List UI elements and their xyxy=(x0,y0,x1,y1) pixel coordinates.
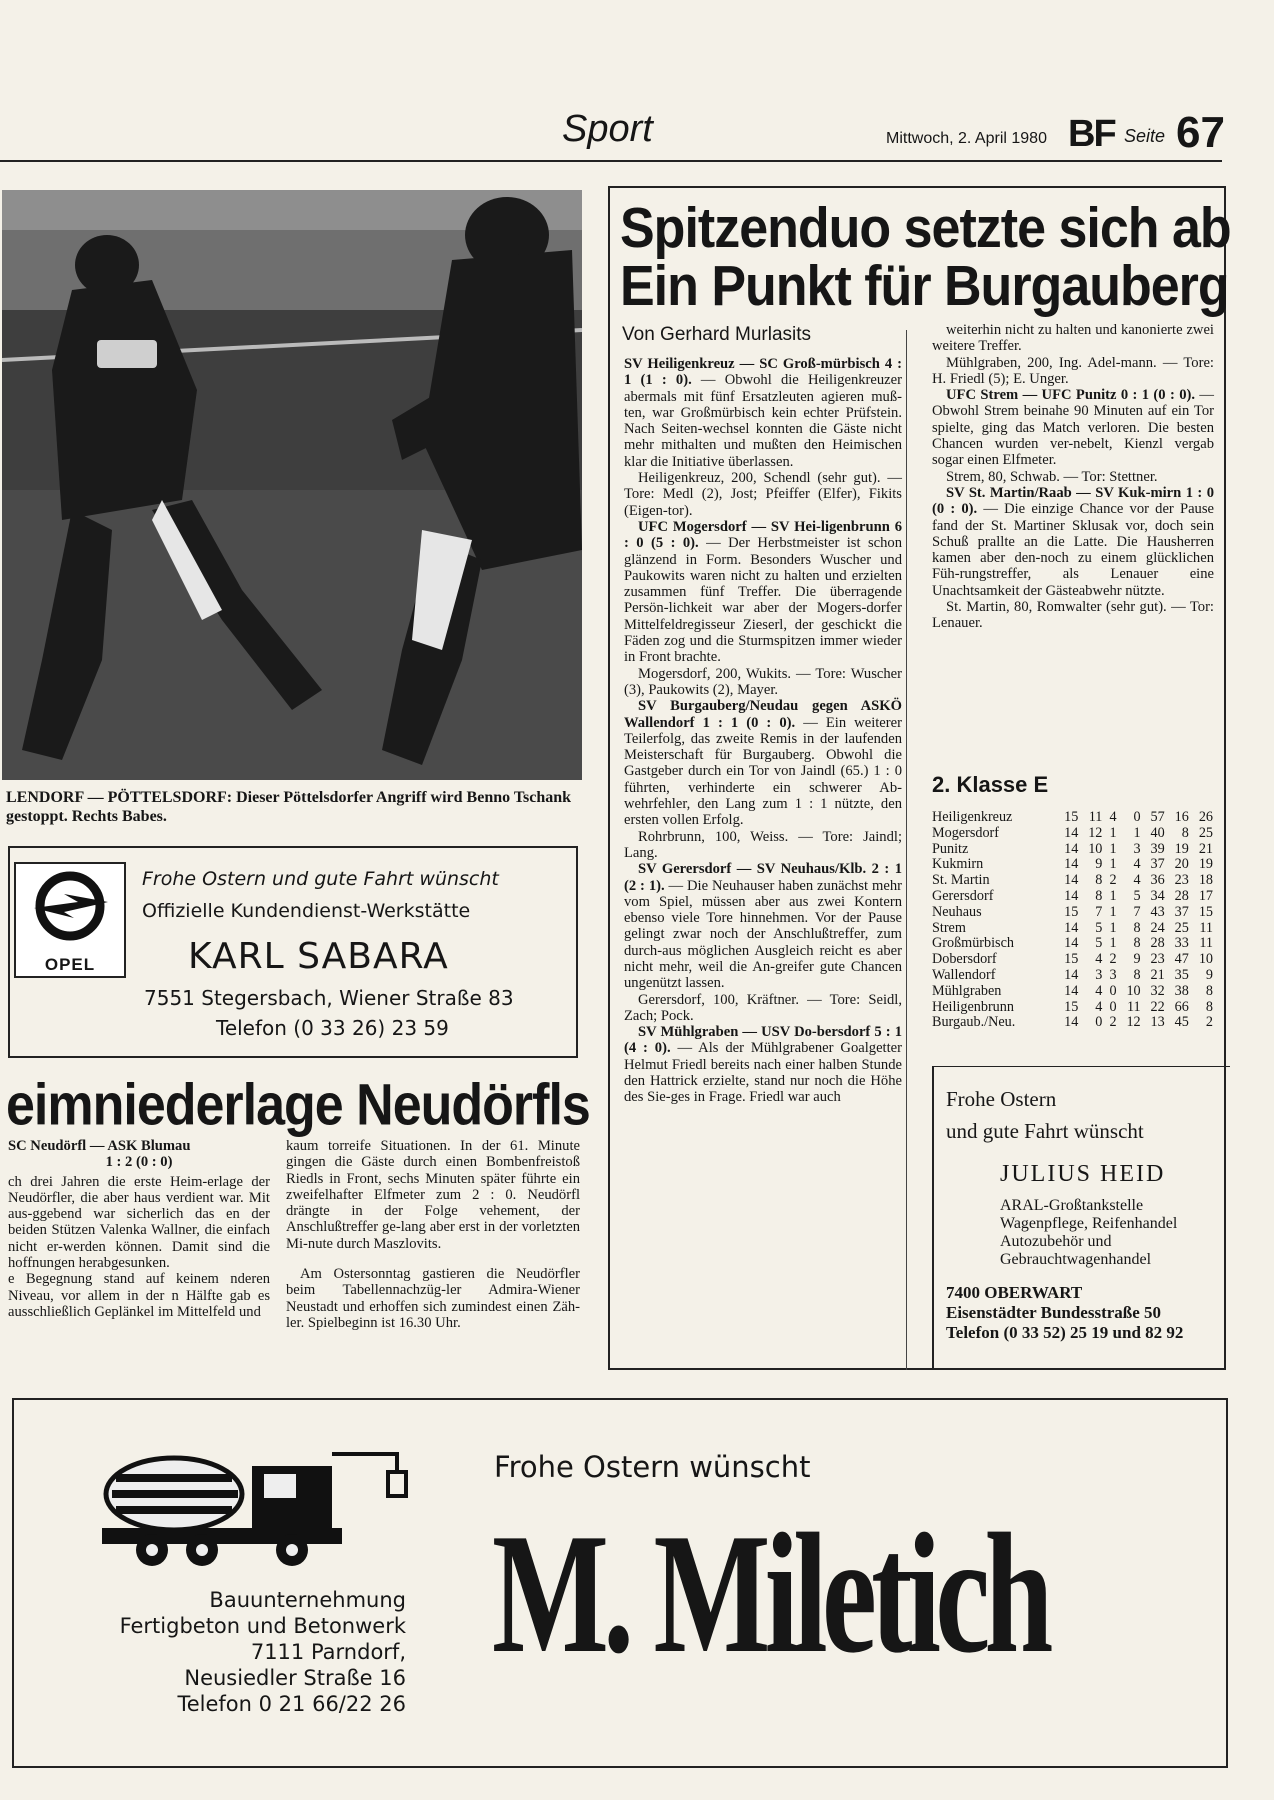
team-stat: 8 xyxy=(1133,919,1141,936)
team-name: Wallendorf xyxy=(932,966,996,983)
page-number: 67 xyxy=(1176,108,1225,157)
standings-row xyxy=(932,1015,1216,1031)
neudoerfl-match-score: 1 : 2 (0 : 0) xyxy=(105,1154,173,1171)
paragraph-text: — Obwohl die Heiligenkreuzer abermals mit fünf Ersatzleuten agieren muß-ten, war Großmürbisch kein echter Prüfstein. Nach Seiten-wechsel konnten die Gäste nicht mehr mithalten und mußten den Heimischen klar die Initiative überlassen. xyxy=(624,372,902,470)
opel-address: 7551 Stegersbach, Wiener Straße 83 xyxy=(144,986,514,1010)
team-stat: 11 xyxy=(1199,919,1213,936)
team-stat: 7 xyxy=(1133,903,1141,920)
main-col2-paragraph xyxy=(932,469,1214,485)
opel-emblem-icon xyxy=(16,864,124,950)
heid-desc-2: Wagenpflege, Reifenhandel xyxy=(1000,1215,1178,1232)
team-name: Heiligenbrunn xyxy=(932,998,1014,1015)
neudoerfl-paragraph-2: e Begegnung stand auf keinem nderen Niveau, vor allem in der n Hälfte gab es ausschließlich Geplänkel im Mittelfeld und xyxy=(8,1271,270,1320)
team-stat: 25 xyxy=(1174,919,1189,936)
main-col2-paragraph xyxy=(932,485,1214,599)
football-photo xyxy=(2,190,582,780)
paragraph-text: Heiligenkreuz, 200, Schendl (sehr gut). — Tore: Medl (2), Jost; Pfeiffer (Elfer), Fikits (Eigen-tor). xyxy=(624,470,902,519)
team-stat: 11 xyxy=(1199,935,1213,952)
paragraph-text: Mogersdorf, 200, Wukits. — Tore: Wuscher (3), Paukowits (2), Mayer. xyxy=(624,665,902,698)
team-stat: 33 xyxy=(1174,935,1189,952)
team-stat: 12 xyxy=(1126,1014,1141,1031)
team-stat: 16 xyxy=(1174,809,1189,825)
team-stat: 25 xyxy=(1198,824,1213,841)
paragraph-text: St. Martin, 80, Romwalter (sehr gut). — Tor: Lenauer. xyxy=(932,599,1214,632)
standings-row xyxy=(932,826,1216,842)
opel-phone: Telefon (0 33 26) 23 59 xyxy=(216,1016,449,1040)
team-name: Dobersdorf xyxy=(932,951,997,968)
paragraph-text: — Ein weiterer Teilerfolg, das zweite Remis in der laufenden Meisterschaft für Burgauberg. Obwohl die Gastgeber durch ein Tor von Jaindl (65.) 1 : 0 führten, verhinderte ein schwerer Ab-wehrfehler, den Lang zum 1 : 1 nützte, den ersten vollen Erfolg. xyxy=(624,714,902,829)
standings-title: 2. Klasse E xyxy=(932,772,1049,797)
team-stat: 22 xyxy=(1150,998,1165,1015)
standings-row xyxy=(932,810,1216,826)
team-stat: 38 xyxy=(1174,982,1189,999)
team-stat: 0 xyxy=(1109,998,1117,1015)
team-stat: 39 xyxy=(1150,840,1165,857)
paragraph-text: — Die Neuhauser haben zunächst mehr vom Spiel, müssen aber aus zwei Kontern ebenso viele Tore hinnehmen. Vor der Pause gelingt zwar noch der Anschlußtreffer, zum durch-aus möglichen Ausgleich reicht es aber nicht mehr, weil die An-greifer gute Chancen ungenützt lassen. xyxy=(624,877,902,992)
neudoerfl-paragraph-3: kaum torreife Situationen. In der 61. Minute gingen die Gäste durch einen Bombenfreistoß Riedls in Front, sechs Minuten später führte ein zweifelhafter Elfmeter zum 2 : 0. Neudörfl drängte in der Folge vehement, der Anschlußtreffer ge-lang aber erst in der vorletzten Mi-nute durch Maszlovits. xyxy=(286,1138,580,1252)
main-col1-paragraph xyxy=(624,829,902,862)
team-stat: 18 xyxy=(1198,872,1213,889)
team-name: Kukmirn xyxy=(932,856,984,873)
team-stat: 66 xyxy=(1174,998,1189,1015)
opel-advert xyxy=(8,846,578,1058)
team-stat: 1 xyxy=(1109,903,1117,920)
match-result: SV St. Martin/Raab — SV Kuk-mirn 1 : 0 (0 : 0). xyxy=(932,484,1214,518)
paragraph-text: — Die einzige Chance vor der Pause fand der St. Martiner Sklusak vor, doch sein Schuß prallte an die Latte. Die Hausherren kamen aber den-noch zu einem glücklichen Füh-rungstreffer, als Lenauer eine Unachtsamkeit der Gästeabwehr nützte. xyxy=(932,501,1214,599)
main-col1-paragraph xyxy=(624,519,902,666)
team-stat: 12 xyxy=(1088,824,1103,841)
heid-advert xyxy=(932,1066,1230,1369)
team-stat: 4 xyxy=(1095,951,1103,968)
team-stat: 3 xyxy=(1133,840,1141,857)
team-stat: 23 xyxy=(1174,872,1189,889)
standings-row xyxy=(932,1000,1216,1016)
team-stat: 14 xyxy=(1064,872,1079,889)
team-stat: 14 xyxy=(1064,824,1079,841)
team-stat: 20 xyxy=(1174,856,1189,873)
team-stat: 4 xyxy=(1133,872,1141,889)
standings-row xyxy=(932,952,1216,968)
paragraph-text: weiterhin nicht zu halten und kanonierte zwei weitere Treffer. xyxy=(932,322,1214,355)
team-name: St. Martin xyxy=(932,872,990,889)
heid-desc-3: Autozubehör und xyxy=(1000,1233,1112,1250)
neudoerfl-column-2 xyxy=(286,1138,580,1331)
team-stat: 13 xyxy=(1150,1014,1165,1031)
team-stat: 8 xyxy=(1095,872,1103,889)
team-stat: 2 xyxy=(1205,1014,1213,1031)
team-stat: 5 xyxy=(1133,887,1141,904)
team-stat: 10 xyxy=(1088,840,1103,857)
team-stat: 14 xyxy=(1064,935,1079,952)
opel-logo xyxy=(14,862,126,978)
photo-caption: LENDORF — PÖTTELSDORF: Dieser Pöttelsdorfer Angriff wird Benno Tschank gestoppt. Rechts Babes. xyxy=(6,789,572,825)
team-stat: 19 xyxy=(1198,856,1213,873)
standings-row xyxy=(932,857,1216,873)
team-stat: 34 xyxy=(1150,887,1165,904)
team-stat: 14 xyxy=(1064,1014,1079,1031)
standings-row xyxy=(932,921,1216,937)
neudoerfl-paragraph-1: ch drei Jahren die erste Heim-erlage der Neudörfler, die aber haus verdient war. Mit aus-ggebend war sicherlich das en der beiden Stützen Valenka Wallner, die einfach nicht er-werden können. Damit sind die hoffnungen herabgesunken. xyxy=(8,1173,270,1272)
section-title: Sport xyxy=(562,108,653,150)
team-stat: 24 xyxy=(1150,919,1165,936)
team-stat: 11 xyxy=(1126,998,1141,1015)
team-stat: 43 xyxy=(1150,903,1165,920)
team-stat: 1 xyxy=(1109,887,1117,904)
team-stat: 0 xyxy=(1095,1014,1103,1031)
team-stat: 14 xyxy=(1064,840,1079,857)
heid-greeting-1: Frohe Ostern xyxy=(946,1087,1057,1111)
main-col1-paragraph xyxy=(624,698,902,828)
heid-greeting-2: und gute Fahrt wünscht xyxy=(946,1119,1144,1143)
team-stat: 10 xyxy=(1198,951,1213,968)
team-stat: 15 xyxy=(1064,809,1079,825)
team-stat: 3 xyxy=(1109,966,1117,983)
team-name: Gerersdorf xyxy=(932,887,994,904)
main-col1-paragraph xyxy=(624,356,902,470)
main-col2-paragraph xyxy=(932,387,1214,468)
paragraph-text: Mühlgraben, 200, Ing. Adel-mann. — Tore: H. Friedl (5); E. Unger. xyxy=(932,354,1214,387)
team-stat: 9 xyxy=(1205,966,1213,983)
neudoerfl-column-1 xyxy=(8,1138,270,1320)
miletich-phone: Telefon 0 21 66/22 26 xyxy=(177,1692,406,1716)
heid-phone: Telefon (0 33 52) 25 19 und 82 92 xyxy=(946,1323,1184,1342)
team-stat: 26 xyxy=(1198,809,1213,825)
team-stat: 15 xyxy=(1198,903,1213,920)
team-stat: 57 xyxy=(1150,809,1165,825)
team-stat: 9 xyxy=(1133,951,1141,968)
team-stat: 1 xyxy=(1109,824,1117,841)
paragraph-text: Rohrbrunn, 100, Weiss. — Tore: Jaindl; Lang. xyxy=(624,828,902,861)
team-name: Neuhaus xyxy=(932,903,982,920)
main-col1-paragraph xyxy=(624,1024,902,1105)
main-article-column-2 xyxy=(932,322,1214,632)
miletich-advert xyxy=(12,1398,1228,1768)
team-stat: 4 xyxy=(1133,856,1141,873)
page-label: Seite xyxy=(1124,126,1166,146)
miletich-services: Fertigbeton und Betonwerk xyxy=(119,1614,406,1638)
team-stat: 4 xyxy=(1095,998,1103,1015)
team-stat: 3 xyxy=(1095,966,1103,983)
team-stat: 21 xyxy=(1198,840,1213,857)
opel-dealer-name: KARL SABARA xyxy=(188,936,449,977)
main-col1-paragraph xyxy=(624,666,902,699)
miletich-city: 7111 Parndorf, xyxy=(250,1640,406,1664)
standings-row xyxy=(932,984,1216,1000)
team-stat: 15 xyxy=(1064,951,1079,968)
heid-name: JULIUS HEID xyxy=(1000,1161,1166,1187)
paragraph-text: Gerersdorf, 100, Kräftner. — Tore: Seidl, Zach; Pock. xyxy=(624,991,902,1024)
main-article-separator xyxy=(906,330,907,1370)
main-col2-paragraph xyxy=(932,599,1214,632)
team-stat: 8 xyxy=(1205,982,1213,999)
team-stat: 1 xyxy=(1109,919,1117,936)
main-byline: Von Gerhard Murlasits xyxy=(622,324,812,345)
football-players-illustration xyxy=(2,190,582,780)
team-stat: 10 xyxy=(1126,982,1141,999)
standings-row xyxy=(932,968,1216,984)
team-stat: 21 xyxy=(1150,966,1165,983)
team-stat: 2 xyxy=(1109,951,1117,968)
main-col1-paragraph xyxy=(624,992,902,1025)
team-stat: 2 xyxy=(1109,1014,1117,1031)
team-stat: 8 xyxy=(1133,966,1141,983)
paragraph-text: Strem, 80, Schwab. — Tor: Stettner. xyxy=(946,468,1158,485)
team-stat: 1 xyxy=(1109,840,1117,857)
main-article-column-1 xyxy=(624,356,902,1106)
opel-brand: OPEL xyxy=(44,955,96,974)
heid-desc-4: Gebrauchtwagenhandel xyxy=(1000,1251,1152,1268)
standings-row xyxy=(932,889,1216,905)
team-stat: 14 xyxy=(1064,982,1079,999)
heid-city: 7400 OBERWART xyxy=(946,1283,1083,1302)
match-result: SV Gerersdorf — SV Neuhaus/Klb. 2 : 1 (2 : 1). xyxy=(624,861,902,894)
standings-table xyxy=(932,810,1216,1031)
team-stat: 2 xyxy=(1109,872,1117,889)
team-stat: 11 xyxy=(1088,809,1103,825)
team-stat: 15 xyxy=(1064,998,1079,1015)
team-stat: 17 xyxy=(1198,887,1213,904)
team-stat: 7 xyxy=(1095,903,1103,920)
team-stat: 9 xyxy=(1095,856,1103,873)
match-result: SV Mühlgraben — USV Do-bersdorf 5 : 1 (4 : 0). xyxy=(624,1024,902,1057)
neudoerfl-paragraph-4: Am Ostersonntag gastieren die Neudörfler beim Tabellennachzüg-ler Admira-Wiener Neustadt und erhoffen sich zumindest einen Zäh-ler. Spielbeginn ist 16.30 Uhr. xyxy=(286,1266,580,1331)
main-headline-1: Spitzenduo setzte sich ab xyxy=(620,197,1231,260)
concrete-mixer-truck-icon xyxy=(102,1444,422,1570)
issue-date: Mittwoch, 2. April 1980 xyxy=(886,130,1047,147)
team-stat: 8 xyxy=(1095,887,1103,904)
team-stat: 37 xyxy=(1174,903,1189,920)
team-stat: 5 xyxy=(1095,935,1103,952)
match-result: UFC Mogersdorf — SV Hei-ligenbrunn 6 : 0 (5 : 0). xyxy=(624,518,902,552)
team-stat: 14 xyxy=(1064,919,1079,936)
team-stat: 4 xyxy=(1095,982,1103,999)
team-stat: 1 xyxy=(1109,856,1117,873)
team-stat: 5 xyxy=(1095,919,1103,936)
miletich-greeting: Frohe Ostern wünscht xyxy=(494,1450,811,1484)
team-name: Großmürbisch xyxy=(932,935,1014,952)
team-stat: 23 xyxy=(1150,951,1165,968)
team-name: Mogersdorf xyxy=(932,824,999,841)
team-stat: 15 xyxy=(1064,903,1079,920)
team-stat: 36 xyxy=(1150,872,1165,889)
heid-desc-1: ARAL-Großtankstelle xyxy=(1000,1197,1144,1214)
miletich-name: M. Miletich xyxy=(492,1499,1048,1689)
team-stat: 8 xyxy=(1133,935,1141,952)
heid-street: Eisenstädter Bundesstraße 50 xyxy=(946,1303,1162,1322)
opel-service-line: Offizielle Kundendienst-Werkstätte xyxy=(142,900,471,922)
team-stat: 8 xyxy=(1205,998,1213,1015)
match-result: SV Heiligenkreuz — SC Groß-mürbisch 4 : 1 (1 : 0). xyxy=(624,356,902,389)
team-stat: 47 xyxy=(1174,951,1189,968)
main-headline-2: Ein Punkt für Burgauberg xyxy=(620,255,1229,318)
team-stat: 45 xyxy=(1174,1014,1189,1031)
main-col1-paragraph xyxy=(624,470,902,519)
header-rule xyxy=(0,160,1222,162)
team-stat: 35 xyxy=(1174,966,1189,983)
team-stat: 1 xyxy=(1109,935,1117,952)
main-col2-paragraph xyxy=(932,322,1214,355)
standings-row xyxy=(932,905,1216,921)
team-name: Heiligenkreuz xyxy=(932,809,1013,825)
team-name: Punitz xyxy=(932,840,969,857)
match-result: SV Burgauberg/Neudau gegen ASKÖ Wallendorf 1 : 1 (0 : 0). xyxy=(624,698,902,731)
match-result: UFC Strem — UFC Punitz 0 : 1 (0 : 0). xyxy=(946,387,1196,404)
team-name: Burgaub./Neu. xyxy=(932,1014,1016,1031)
neudoerfl-match-line: SC Neudörfl — ASK Blumau xyxy=(8,1138,191,1154)
team-stat: 28 xyxy=(1174,887,1189,904)
newspaper-logo: BF xyxy=(1068,113,1115,155)
miletich-company: Bauunternehmung xyxy=(209,1588,406,1612)
team-stat: 8 xyxy=(1181,824,1189,841)
team-stat: 14 xyxy=(1064,856,1079,873)
paragraph-text: — Als der Mühlgrabener Goalgetter Helmut Friedl bereits nach einer halben Stunde den Hattrick erzielte, stand nur noch die Höhe des Sie-ges in Frage. Friedl war auch xyxy=(624,1040,902,1106)
paragraph-text: — Obwohl Strem beinahe 90 Minuten auf ein Tor spielte, ging das Match verloren. Die besten Chancen wurden ver-nebelt, Kienzl vergab sogar einen Elfmeter. xyxy=(932,387,1215,469)
team-stat: 1 xyxy=(1133,824,1141,841)
opel-greeting: Frohe Ostern und gute Fahrt wünscht xyxy=(142,868,499,890)
team-stat: 14 xyxy=(1064,966,1079,983)
standings-row xyxy=(932,842,1216,858)
main-col1-paragraph xyxy=(624,861,902,991)
team-stat: 40 xyxy=(1150,824,1165,841)
standings-row xyxy=(932,873,1216,889)
team-name: Mühlgraben xyxy=(932,982,1002,999)
team-stat: 0 xyxy=(1109,982,1117,999)
team-name: Strem xyxy=(932,919,966,936)
team-stat: 4 xyxy=(1109,809,1117,825)
team-stat: 19 xyxy=(1174,840,1189,857)
team-stat: 28 xyxy=(1150,935,1165,952)
standings-row xyxy=(932,936,1216,952)
team-stat: 0 xyxy=(1133,809,1141,825)
team-stat: 37 xyxy=(1150,856,1165,873)
main-col2-paragraph xyxy=(932,355,1214,388)
team-stat: 14 xyxy=(1064,887,1079,904)
team-stat: 32 xyxy=(1150,982,1165,999)
paragraph-text: — Der Herbstmeister ist schon glänzend in Form. Besonders Wuscher und Paukowits waren nicht zu halten und erzielten zusammen fünf Treffer. Die überragende Persön-lichkeit war aber der Mogers-dorfer Mittelfeldregisseur Zieserl, der geschickt die Fäden zog und die Sturmspitzen immer wieder in Front brachte. xyxy=(624,535,902,666)
neudoerfl-headline: eimniederlage Neudörfls xyxy=(6,1073,590,1139)
miletich-street: Neusiedler Straße 16 xyxy=(184,1666,406,1690)
